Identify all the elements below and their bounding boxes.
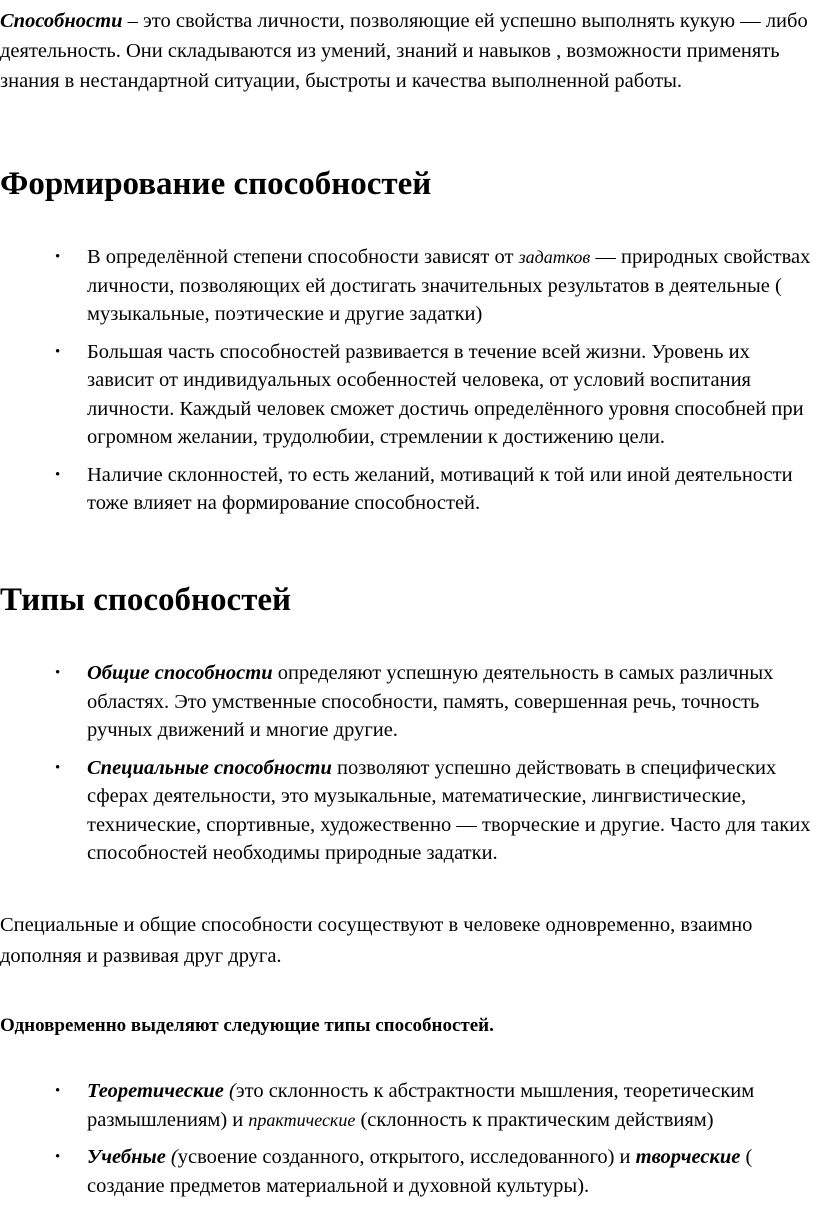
item-term: задатков — [518, 247, 591, 267]
item-paren: ( — [165, 1146, 178, 1168]
formation-list — [0, 243, 812, 518]
paragraph-special: Специальные и общие способности сосуществуют в человеке одновременно, взаимно дополняя и развивая друг друга. — [0, 914, 753, 967]
bullet-icon: • — [55, 249, 61, 265]
list-item — [0, 461, 812, 518]
intro-paragraph — [0, 6, 810, 96]
item-text: это склонность к абстрактности мышления, теоретическим размышлениям) и — [87, 1080, 755, 1131]
intro-term: Способности — [0, 10, 123, 32]
item-paren: ( — [223, 1080, 236, 1102]
item-text: Наличие склонностей, то есть желаний, мотиваций к той или иной деятельности тоже влияет на формирование способностей. — [87, 463, 793, 514]
item-text: ( создание предметов материальной и духовной культуры). — [87, 1146, 753, 1197]
list-item — [0, 1143, 812, 1200]
list-item — [0, 754, 812, 868]
bullet-icon: • — [55, 1149, 61, 1165]
list-item — [0, 1077, 812, 1134]
heading-types: Типы способностей — [0, 582, 292, 618]
item-term: творческие — [635, 1146, 741, 1168]
item-term: Общие способности — [87, 662, 273, 684]
bullet-icon: • — [55, 1083, 61, 1099]
item-term: Специальные способности — [87, 756, 332, 779]
item-text: Большая часть способностей развивается в течение всей жизни. Уровень их зависит от индивидуальных особенностей человека, от условий воспитания личности. Каждый человек сможет достичь определённого уровня способней при огромном желании, трудолюбии, стремлении к достижению цели. — [87, 340, 804, 448]
types-list — [0, 659, 812, 868]
intro-text: это свойства личности, позволяющие ей успешно выполнять кукую — либо деятельность. Они складываются из умений, знаний и навыков , возможности применять знания в нестандартной ситуации, быстроты и качества выполненной работы. — [0, 10, 808, 92]
simultaneous-list — [0, 1077, 812, 1200]
item-term: Теоретические — [87, 1080, 224, 1102]
item-term: Учебные — [87, 1146, 166, 1168]
heading-formation: Формирование способностей — [0, 166, 432, 202]
list-item — [0, 243, 812, 329]
paragraph-simultaneous: Одновременно выделяют следующие типы способностей. — [0, 1015, 494, 1036]
item-text: — природных свойствах личности, позволяющих ей достигать значительных результатов в деятельные ( музыкальные, поэтические и другие задатки) — [87, 246, 811, 325]
bullet-icon: • — [55, 665, 61, 681]
item-text: определяют успешную деятельность в самых различных областях. Это умственные способности, память, совершенная речь, точность ручных движений и многие другие. — [87, 662, 774, 741]
item-text: усвоение созданного, открытого, исследованного) и — [177, 1146, 636, 1168]
item-text: позволяют успешно действовать в специфических сферах деятельности, это музыкальные, математические, лингвистические, технические, спортивные, художественно — творческие и другие. Часто для таких способностей необходимы природные задатки. — [87, 756, 811, 864]
list-item — [0, 338, 812, 452]
item-text: В определённой степени способности зависят от — [87, 246, 519, 268]
bullet-icon: • — [55, 466, 61, 483]
item-term: практические — [248, 1109, 356, 1130]
bullet-icon: • — [55, 343, 61, 360]
item-text: (склонность к практическим действиям) — [355, 1108, 714, 1131]
bullet-icon: • — [55, 759, 61, 776]
list-item — [0, 659, 812, 745]
intro-dash: – — [122, 10, 138, 32]
